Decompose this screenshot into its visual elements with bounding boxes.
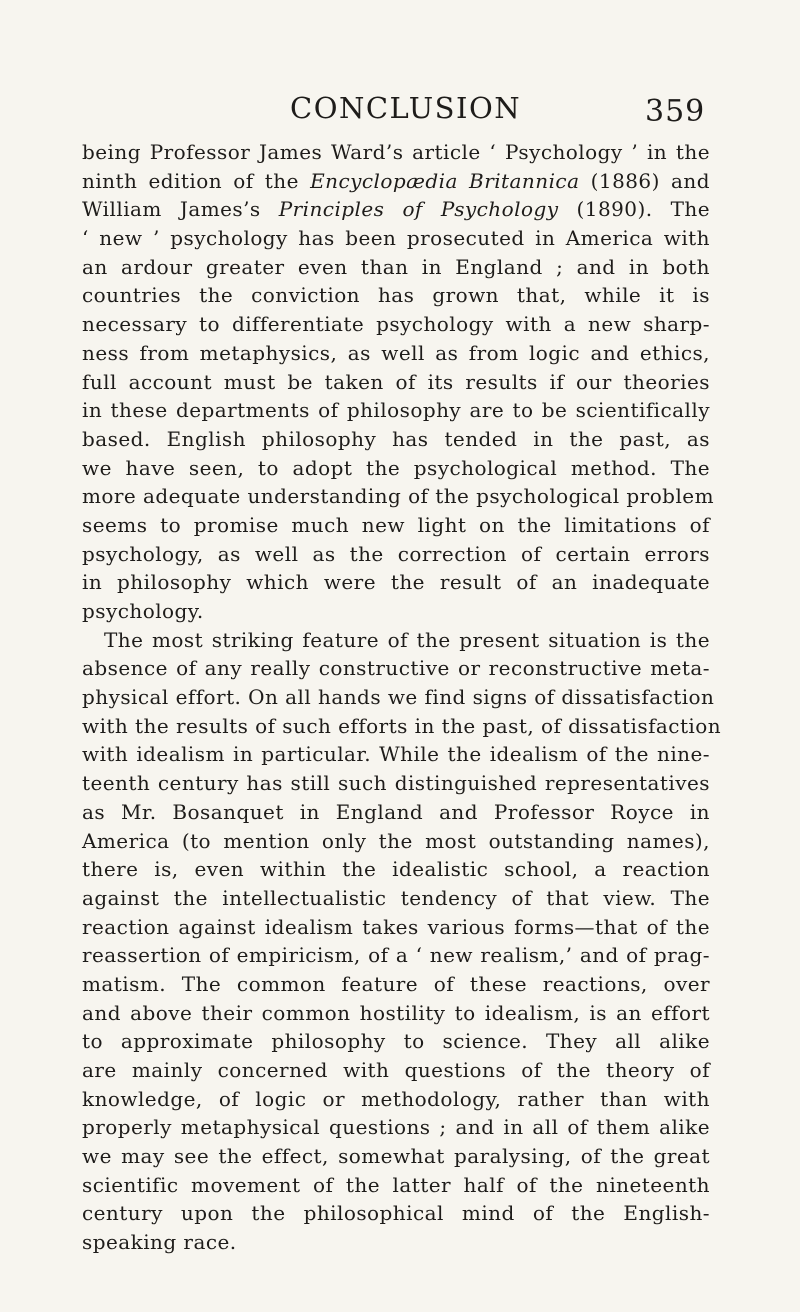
text-run: scientific movement of the latter half of the nineteenth	[82, 1172, 710, 1197]
running-head	[0, 88, 800, 130]
text-run: we may see the effect, somewhat paralysing, of the great	[82, 1144, 710, 1169]
paragraph-1	[82, 138, 714, 626]
text-line	[82, 740, 710, 769]
text-run: as Mr. Bosanquet in England and Professor Royce in	[82, 799, 710, 824]
text-run: ‘ new ’ psychology has been prosecuted in America with	[82, 226, 710, 251]
text-line	[82, 281, 710, 310]
text-line	[82, 1113, 710, 1142]
text-run: teenth century has still such distinguished representatives	[82, 771, 710, 796]
text-run: William James’s	[82, 197, 279, 222]
text-line	[82, 1142, 710, 1171]
text-run: reassertion of empiricism, of a ‘ new realism,’ and of prag-	[82, 943, 710, 968]
text-run: in philosophy which were the result of an inadequate	[82, 570, 710, 595]
text-run: there is, even within the idealistic school, a reaction	[82, 857, 710, 882]
text-line	[82, 396, 710, 425]
text-line	[82, 138, 710, 167]
text-line	[82, 425, 710, 454]
text-line	[82, 597, 710, 626]
text-run: physical effort. On all hands we find signs of dissatisfaction	[82, 685, 715, 710]
text-line	[82, 855, 710, 884]
text-run: (1886) and	[579, 168, 711, 193]
running-title: CONCLUSION	[290, 91, 522, 125]
text-line	[82, 769, 710, 798]
text-run: against the intellectualistic tendency of that view. The	[82, 885, 710, 910]
text-run: America (to mention only the most outstanding names),	[82, 828, 710, 853]
paragraph-2	[82, 626, 722, 1257]
text-line	[82, 999, 710, 1028]
text-line	[82, 1199, 710, 1228]
text-line	[82, 568, 710, 597]
text-line	[82, 253, 710, 282]
text-run: an ardour greater even than in England ; and in both	[82, 254, 710, 279]
text-line	[82, 683, 715, 712]
text-line	[82, 224, 710, 253]
text-run: in these departments of philosophy are to be scientifically	[82, 398, 710, 423]
text-run: properly metaphysical questions ; and in all of them alike	[82, 1115, 710, 1140]
text-run: reaction against idealism takes various forms—that of the	[82, 914, 710, 939]
text-run: (1890). The	[558, 197, 710, 222]
text-run: to approximate philosophy to science. They all alike	[82, 1029, 710, 1054]
text-run: psychology.	[82, 599, 204, 623]
page-body	[82, 138, 722, 1257]
text-line	[82, 540, 710, 569]
text-run: are mainly concerned with questions of the theory of	[82, 1058, 710, 1082]
text-line	[82, 712, 722, 741]
text-line	[82, 1085, 710, 1114]
text-line	[82, 310, 710, 339]
text-line	[82, 368, 710, 397]
text-line	[82, 626, 710, 655]
page-number: 359	[645, 94, 706, 129]
text-line	[82, 798, 710, 827]
text-run: with the results of such efforts in the past, of dissatisfaction	[82, 713, 722, 738]
text-run: we have seen, to adopt the psychological method. The	[82, 455, 710, 480]
text-line	[82, 970, 710, 999]
text-run: ness from metaphysics, as well as from logic and ethics,	[82, 340, 710, 365]
text-run: absence of any really constructive or reconstructive meta-	[82, 656, 710, 681]
text-run: ninth edition of the	[82, 168, 311, 193]
text-run: full account must be taken of its results if our theories	[82, 369, 710, 394]
text-line	[82, 482, 714, 511]
italic-title: Encyclopædia Britannica	[310, 168, 580, 193]
text-line	[82, 195, 710, 224]
text-line	[82, 884, 710, 913]
text-run: necessary to differentiate psychology with a new sharp-	[82, 312, 710, 337]
text-line	[82, 827, 710, 856]
text-line	[82, 1027, 710, 1056]
text-run: knowledge, of logic or methodology, rather than with	[82, 1086, 710, 1111]
text-line	[82, 1171, 710, 1200]
text-run: based. English philosophy has tended in the past, as	[82, 426, 710, 451]
text-run: with idealism in particular. While the idealism of the nine-	[82, 742, 710, 767]
text-run: century upon the philosophical mind of the English-	[82, 1201, 710, 1226]
text-line	[82, 654, 710, 683]
text-line	[82, 941, 710, 970]
italic-title: Principles of Psychology	[278, 197, 559, 222]
text-line	[82, 454, 710, 483]
text-line	[82, 339, 710, 368]
text-run: matism. The common feature of these reactions, over	[82, 971, 710, 996]
text-run: being Professor James Ward’s article ‘ Psychology ’ in the	[82, 140, 710, 164]
text-run: seems to promise much new light on the limitations of	[82, 512, 710, 537]
text-run: more adequate understanding of the psychological problem	[82, 484, 714, 509]
text-line	[82, 1228, 710, 1257]
text-run: psychology, as well as the correction of certain errors	[82, 541, 710, 566]
text-line	[82, 1056, 710, 1085]
text-run: countries the conviction has grown that, while it is	[82, 283, 710, 308]
text-line	[82, 913, 710, 942]
text-run: The most striking feature of the present situation is the	[104, 627, 710, 652]
text-line	[82, 167, 710, 196]
text-run: and above their common hostility to idealism, is an effort	[82, 1000, 710, 1025]
text-run: speaking race.	[82, 1230, 237, 1255]
text-line	[82, 511, 710, 540]
